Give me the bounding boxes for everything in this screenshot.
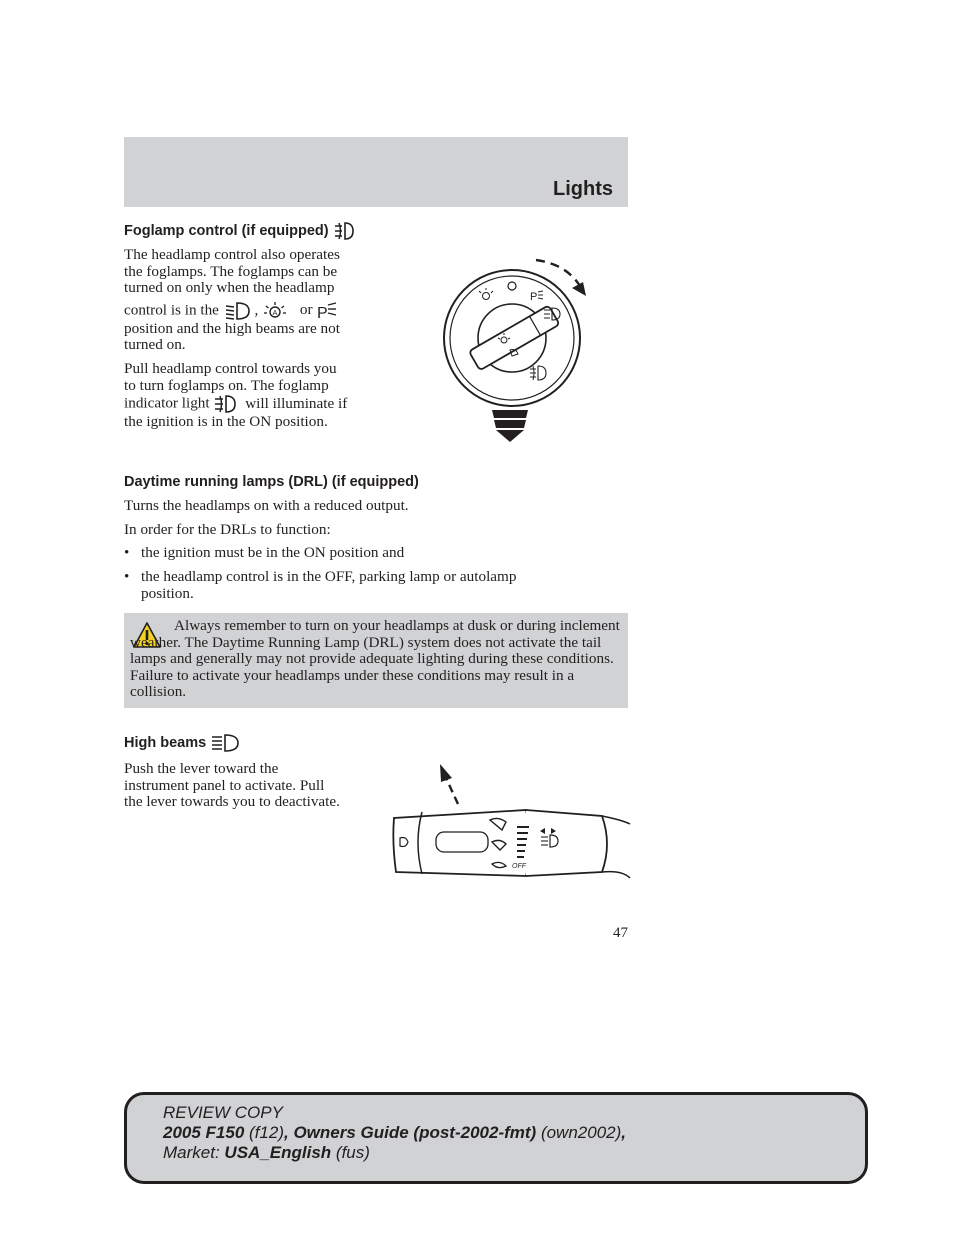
push-arrow [446,778,458,804]
pull-arrow-icon [492,410,528,442]
footer-comma: , [621,1123,626,1142]
svg-text:P: P [530,291,538,303]
foglamp-heading [124,221,355,241]
footer-market: USA_English [224,1143,332,1162]
high-beams-heading-text: High beams [124,735,207,751]
page-number: 47 [613,925,628,941]
headlamp-control-illustration [440,252,600,444]
high-beam-icon [210,733,240,753]
foglamp-indicator-icon [213,394,237,414]
drl-bullet-2 [124,569,604,602]
drl-paragraph-1: Turns the headlamps on with a reduced output. [124,497,409,514]
text-line: to turn foglamps on. The foglamp [124,376,329,394]
text-fragment: indicator light [124,394,210,412]
review-copy-label: REVIEW COPY [163,1103,283,1122]
text-fragment: will illuminate if [245,394,348,412]
warning-text: Always remember to turn on your headlamps at dusk or during inclement weather. The Daytime Running Lamp (DRL) system does not activate the tail lamps and generally may not provide adequate lighting during these conditions. Failure to activate your headlamps under these conditions may result in a collision. [130,617,620,701]
text-line: turned on. [124,336,186,354]
bullet-text: the headlamp control is in the OFF, parking lamp or autolamp [141,568,517,585]
drl-bullet-1 [124,545,604,562]
parking-lamp-icon [316,301,338,321]
footer-guide-code: (own2002) [540,1123,622,1142]
foglamp-icon [333,221,355,241]
warning-box [124,613,628,708]
text-line: instrument panel to activate. Pull [124,776,325,794]
text-line: position and the high beams are not [124,319,340,337]
bullet-text: the ignition must be in the ON position and [141,544,405,561]
text-line: Push the lever toward the [124,760,279,777]
high-beams-paragraph [124,761,384,811]
bullet-dot: • [124,544,130,561]
text-line-with-icon [124,394,384,414]
bullet-text: position. [141,584,194,602]
bullet-text-block [141,569,516,602]
text-fragment: control is in the [124,301,219,319]
drl-heading: Daytime running lamps (DRL) (if equipped) [124,474,419,490]
autolamp-icon [262,301,288,321]
footer-model: 2005 F150 [163,1123,245,1142]
svg-text:A: A [272,309,278,317]
headlamp-icon [223,302,251,320]
text-line: the ignition is in the ON position. [124,413,328,431]
footer-market-label: Market: [163,1143,220,1162]
text-fragment: , [254,301,259,319]
text-line: the foglamps. The foglamps can be [124,262,338,280]
foglamp-paragraph-1 [124,247,384,354]
footer-model-code: (f12) [249,1123,284,1142]
section-header-band [124,137,628,207]
text-line-with-icons [124,301,384,321]
off-label: OFF [512,863,526,870]
high-beams-heading [124,733,240,753]
svg-text:P: P [317,304,329,321]
footer-market-code: (fus) [335,1143,370,1162]
foglamp-heading-text: Foglamp control (if equipped) [124,223,329,239]
push-arrow-head [440,764,452,782]
text-line: turned on only when the headlamp [124,279,335,297]
text-line: the lever towards you to deactivate. [124,793,340,811]
footer-guide: , Owners Guide (post-2002-fmt) [284,1123,537,1142]
section-title: Lights [553,178,613,200]
drl-paragraph-2: In order for the DRLs to function: [124,521,331,538]
footer-text [163,1103,626,1163]
foglamp-paragraph-2 [124,361,384,431]
multifunction-lever-illustration [386,762,632,884]
text-line: Pull headlamp control towards you [124,360,337,377]
review-copy-footer [124,1092,868,1184]
bullet-dot: • [124,568,130,585]
text-line: The headlamp control also operates [124,246,340,263]
text-fragment: or [299,301,313,319]
